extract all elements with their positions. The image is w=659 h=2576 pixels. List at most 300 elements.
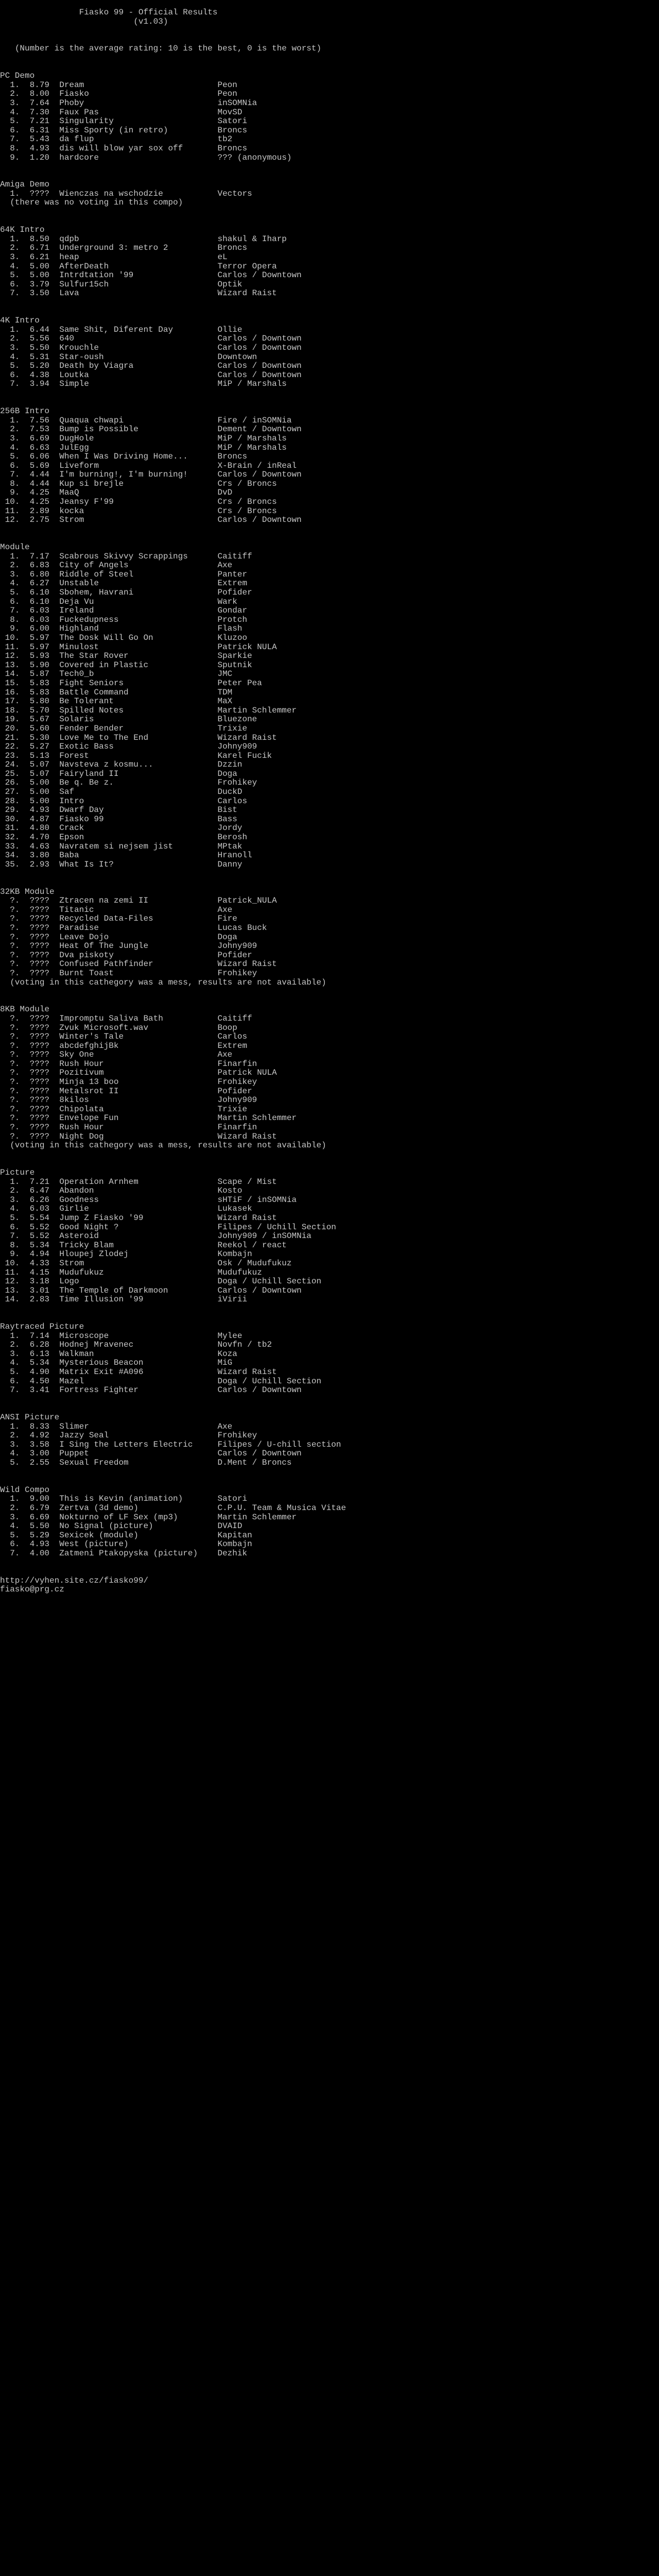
- page-title: Fiasko 99 - Official Results: [79, 8, 218, 17]
- entry-title: Rush Hour: [59, 1123, 218, 1132]
- rank: 2.: [0, 243, 20, 253]
- result-row: [0, 1259, 292, 1268]
- rating: 4.50: [29, 1376, 60, 1386]
- rank: ?.: [0, 1104, 20, 1114]
- entry-author: Wark: [217, 597, 237, 606]
- result-row: [0, 1549, 247, 1558]
- rating: ????: [29, 923, 60, 933]
- rating: ????: [29, 932, 60, 942]
- entry-title: Fairyland II: [59, 769, 218, 778]
- result-row: [0, 470, 302, 479]
- result-row: [0, 796, 247, 806]
- result-row: [0, 823, 242, 833]
- entry-title: Dva piskoty: [59, 950, 218, 960]
- entry-title: I Sing the Letters Electric: [59, 1439, 218, 1449]
- rank: 24.: [0, 760, 20, 770]
- entry-author: Danny: [217, 859, 242, 869]
- entry-author: Extrem: [217, 1041, 248, 1050]
- result-row: [0, 1177, 277, 1187]
- rating-note-pad: [0, 44, 15, 53]
- entry-title: Tricky Blam: [59, 1240, 218, 1250]
- entry-author: Carlos / Downtown: [217, 370, 302, 380]
- result-row: [0, 615, 247, 624]
- entry-title: Heat Of The Jungle: [59, 941, 218, 951]
- entry-title: Logo: [59, 1277, 218, 1286]
- rank: 13.: [0, 660, 20, 670]
- rating: 6.83: [29, 561, 60, 570]
- rank: 22.: [0, 742, 20, 752]
- result-row: [0, 1503, 346, 1513]
- entry-author: Crs / Broncs: [217, 479, 277, 488]
- rating-note: (Number is the average rating: 10 is the best, 0 is the worst): [14, 44, 322, 54]
- rating: 4.33: [29, 1258, 60, 1268]
- rank: 3.: [0, 98, 20, 108]
- rank: 25.: [0, 769, 20, 778]
- rating: 2.55: [29, 1458, 60, 1467]
- entry-title: Recycled Data-Files: [59, 914, 218, 924]
- result-row: [0, 1059, 257, 1069]
- entry-author: Finarfin: [217, 1059, 257, 1069]
- result-row: [0, 1132, 277, 1141]
- result-row: [0, 951, 252, 960]
- entry-author: Axe: [217, 1050, 233, 1060]
- result-row: [0, 243, 247, 252]
- rating: 4.44: [29, 479, 60, 488]
- result-row: [0, 1113, 297, 1123]
- entry-author: Doga / Uchill Section: [217, 1277, 322, 1286]
- compo-sections: [0, 71, 346, 1558]
- entry-author: Filipes / U-chill section: [217, 1439, 341, 1449]
- entry-title: I'm burning!, I'm burning!: [59, 470, 218, 480]
- entry-title: Bump is Possible: [59, 425, 218, 434]
- result-row: [0, 108, 242, 117]
- rank: 1.: [0, 325, 20, 334]
- entry-author: Wizard Raist: [217, 1213, 277, 1223]
- result-row: [0, 1050, 232, 1059]
- rating: 6.63: [29, 443, 60, 452]
- rating: 3.94: [29, 379, 60, 389]
- rank: 9.: [0, 152, 20, 162]
- rank: ?.: [0, 1131, 20, 1141]
- result-row: [0, 379, 287, 388]
- entry-title: Fender Bender: [59, 723, 218, 733]
- rank: 19.: [0, 715, 20, 724]
- entry-author: TDM: [217, 687, 233, 697]
- result-row: [0, 234, 287, 244]
- entry-title: Faux Pas: [59, 107, 218, 117]
- rating: 7.53: [29, 425, 60, 434]
- entry-title: Night Dog: [59, 1131, 218, 1141]
- entry-title: Zertva (3d demo): [59, 1503, 218, 1513]
- rank: 14.: [0, 1295, 20, 1304]
- rank: 6.: [0, 461, 20, 470]
- rating: 6.27: [29, 579, 60, 588]
- rating: 7.17: [29, 551, 60, 561]
- rating: 4.00: [29, 1548, 60, 1558]
- entry-title: Same Shit, Diferent Day: [59, 325, 218, 334]
- rank: 7.: [0, 134, 20, 144]
- result-row: [0, 1105, 247, 1114]
- rank: 2.: [0, 1186, 20, 1196]
- rank: 5.: [0, 452, 20, 462]
- entry-author: Sparkie: [217, 651, 252, 661]
- result-row: [0, 642, 277, 652]
- contact-email-link[interactable]: fiasko@prg.cz: [0, 1585, 64, 1595]
- result-row: [0, 588, 252, 597]
- entry-author: Kosto: [217, 1186, 242, 1196]
- entry-author: MiP / Marshals: [217, 443, 287, 452]
- entry-author: MPtak: [217, 841, 242, 851]
- entry-author: Doga: [217, 932, 237, 942]
- rating: 6.69: [29, 433, 60, 443]
- rank: ?.: [0, 1086, 20, 1096]
- result-row: [0, 769, 237, 778]
- entry-title: Fortress Fighter: [59, 1385, 218, 1395]
- result-row: [0, 933, 237, 942]
- rating: 5.29: [29, 1530, 60, 1540]
- rank: ?.: [0, 941, 20, 951]
- rank: 23.: [0, 751, 20, 760]
- entry-author: DuckD: [217, 787, 242, 797]
- entry-title: Jump Z Fiasko '99: [59, 1213, 218, 1223]
- rating: 4.93: [29, 805, 60, 815]
- result-row: [0, 1340, 272, 1349]
- result-row: [0, 1494, 247, 1503]
- rank: 7.: [0, 289, 20, 298]
- result-row: [0, 1539, 252, 1549]
- rating: 6.10: [29, 597, 60, 606]
- result-row: [0, 89, 237, 98]
- entry-author: Satori: [217, 116, 248, 126]
- rating: 7.14: [29, 1331, 60, 1341]
- result-row: [0, 624, 242, 633]
- rank: 20.: [0, 723, 20, 733]
- result-row: [0, 1186, 242, 1195]
- result-row: [0, 570, 247, 579]
- entry-title: Sexicek (module): [59, 1530, 218, 1540]
- rating: 5.34: [29, 1358, 60, 1368]
- result-row: [0, 262, 277, 271]
- rating: ????: [29, 189, 60, 198]
- rating: ????: [29, 914, 60, 924]
- rating: ????: [29, 1113, 60, 1123]
- result-row: [0, 280, 242, 289]
- result-row: [0, 606, 247, 615]
- rank: 35.: [0, 859, 20, 869]
- rating: 5.00: [29, 261, 60, 271]
- entry-author: Frohikey: [217, 968, 257, 978]
- result-row: [0, 506, 277, 516]
- section-note: (voting in this cathegory was a mess, results are not available): [10, 977, 326, 987]
- rank: 12.: [0, 651, 20, 661]
- result-row: [0, 751, 272, 760]
- rank: 8.: [0, 1240, 20, 1250]
- result-row: [0, 334, 302, 343]
- result-row: [0, 833, 247, 842]
- rating: 5.69: [29, 461, 60, 470]
- result-row: [0, 1195, 297, 1205]
- entry-title: Rush Hour: [59, 1059, 218, 1069]
- rank: 5.: [0, 116, 20, 126]
- rating: 2.93: [29, 859, 60, 869]
- rank: 8.: [0, 615, 20, 624]
- result-row: [0, 370, 302, 380]
- result-row: [0, 733, 277, 742]
- homepage-link[interactable]: http://vyhen.site.cz/fiasko99/: [0, 1575, 149, 1585]
- rank: 31.: [0, 823, 20, 833]
- rank: 1.: [0, 1494, 20, 1504]
- result-row: [0, 1449, 302, 1458]
- rank: 11.: [0, 642, 20, 652]
- entry-title: This is Kevin (animation): [59, 1494, 218, 1504]
- rank: 29.: [0, 805, 20, 815]
- entry-title: Fight Seniors: [59, 678, 218, 688]
- entry-title: da flup: [59, 134, 218, 144]
- entry-title: Forest: [59, 751, 218, 760]
- entry-title: 8kilos: [59, 1095, 218, 1105]
- entry-title: Paradise: [59, 923, 218, 933]
- rank: 16.: [0, 687, 20, 697]
- result-row: [0, 805, 237, 815]
- entry-author: Wizard Raist: [217, 959, 277, 969]
- entry-author: D.Ment / Broncs: [217, 1458, 292, 1467]
- entry-title: Asteroid: [59, 1231, 218, 1241]
- entry-title: The Temple of Darkmoon: [59, 1285, 218, 1295]
- rating: 5.70: [29, 705, 60, 715]
- rank: 1.: [0, 189, 20, 198]
- rating: ????: [29, 968, 60, 978]
- rank: 6.: [0, 279, 20, 289]
- section-title: Amiga Demo: [0, 180, 50, 190]
- rank: 5.: [0, 1213, 20, 1223]
- rank: ?.: [0, 1095, 20, 1105]
- rating: 4.90: [29, 1367, 60, 1377]
- entry-title: Hodnej Mravenec: [59, 1340, 218, 1350]
- rating: ????: [29, 896, 60, 906]
- result-row: [0, 851, 252, 860]
- result-row: [0, 1077, 257, 1087]
- rank: 3.: [0, 1439, 20, 1449]
- rank: ?.: [0, 1077, 20, 1087]
- entry-title: The Star Rover: [59, 651, 218, 661]
- rank: ?.: [0, 914, 20, 924]
- rating: 4.93: [29, 1539, 60, 1549]
- rating: 2.83: [29, 1295, 60, 1304]
- section-title: 4K Intro: [0, 316, 40, 326]
- result-row: [0, 1032, 247, 1041]
- rank: 2.: [0, 1431, 20, 1440]
- rank: 1.: [0, 1331, 20, 1341]
- entry-author: Johny909: [217, 1095, 257, 1105]
- rating: 5.87: [29, 669, 60, 679]
- section-title: 256B Intro: [0, 406, 50, 416]
- rating: ????: [29, 1041, 60, 1050]
- entry-author: Mylee: [217, 1331, 242, 1341]
- rank: 32.: [0, 833, 20, 842]
- entry-author: Wizard Raist: [217, 1131, 277, 1141]
- entry-author: Broncs: [217, 125, 248, 135]
- result-row: [0, 134, 232, 144]
- entry-title: Mysterious Beacon: [59, 1358, 218, 1368]
- rank: 5.: [0, 1367, 20, 1377]
- rating: 5.00: [29, 270, 60, 280]
- entry-title: Strom: [59, 1258, 218, 1268]
- result-row: [0, 660, 252, 670]
- entry-title: qdpb: [59, 234, 218, 244]
- entry-author: Frohikey: [217, 778, 257, 788]
- rank: ?.: [0, 1032, 20, 1042]
- entry-title: kocka: [59, 506, 218, 516]
- rank: 27.: [0, 787, 20, 797]
- rank: 9.: [0, 624, 20, 634]
- rank: 4.: [0, 1358, 20, 1368]
- rating: 4.93: [29, 143, 60, 153]
- rating: 3.00: [29, 1449, 60, 1459]
- entry-author: Satori: [217, 1494, 248, 1504]
- rank: 30.: [0, 814, 20, 824]
- entry-title: Be Tolerant: [59, 697, 218, 706]
- rating: 4.87: [29, 814, 60, 824]
- rank: 2.: [0, 1340, 20, 1350]
- entry-author: Bist: [217, 805, 237, 815]
- rank: ?.: [0, 932, 20, 942]
- version-pad: [0, 17, 133, 26]
- result-row: [0, 579, 247, 588]
- entry-title: Ztracen na zemi II: [59, 896, 218, 906]
- result-row: [0, 1023, 237, 1032]
- rating: 5.13: [29, 751, 60, 760]
- entry-author: Wizard Raist: [217, 289, 277, 298]
- entry-title: DugHole: [59, 433, 218, 443]
- entry-author: Fire / inSOMNia: [217, 415, 292, 425]
- rank: 3.: [0, 1195, 20, 1205]
- entry-author: Protch: [217, 615, 248, 624]
- entry-author: Johny909: [217, 742, 257, 752]
- rating: 5.27: [29, 742, 60, 752]
- entry-title: Crack: [59, 823, 218, 833]
- result-row: [0, 552, 252, 561]
- entry-author: Karel Fucik: [217, 751, 272, 760]
- result-row: [0, 116, 247, 126]
- entry-title: Miss Sporty (in retro): [59, 125, 218, 135]
- rating: 5.31: [29, 352, 60, 362]
- rank: 8.: [0, 479, 20, 488]
- rating: ????: [29, 941, 60, 951]
- entry-author: Dzzin: [217, 760, 242, 770]
- rank: ?.: [0, 1059, 20, 1069]
- result-row: [0, 443, 287, 452]
- entry-author: shakul & Iharp: [217, 234, 287, 244]
- entry-title: 640: [59, 334, 218, 344]
- entry-title: Quaqua chwapi: [59, 415, 218, 425]
- result-row: [0, 98, 257, 108]
- result-row: [0, 742, 257, 751]
- rank: 34.: [0, 851, 20, 860]
- entry-author: Broncs: [217, 243, 248, 253]
- result-row: [0, 561, 232, 570]
- rank: 21.: [0, 733, 20, 742]
- entry-author: Peon: [217, 80, 237, 90]
- rating: 5.90: [29, 660, 60, 670]
- rating: 4.92: [29, 1431, 60, 1440]
- entry-author: Carlos / Downtown: [217, 1449, 302, 1459]
- entry-title: Kup si brejle: [59, 479, 218, 488]
- entry-title: Scabrous Skivvy Scrappings: [59, 551, 218, 561]
- result-row: [0, 679, 262, 688]
- rank: 7.: [0, 470, 20, 480]
- rating: ????: [29, 1068, 60, 1078]
- entry-author: Frohikey: [217, 1077, 257, 1087]
- entry-title: Exotic Bass: [59, 742, 218, 752]
- rating: 7.21: [29, 116, 60, 126]
- entry-title: Lava: [59, 289, 218, 298]
- rank: 8.: [0, 143, 20, 153]
- rating: 4.94: [29, 1249, 60, 1259]
- rating: 5.93: [29, 651, 60, 661]
- entry-title: Solaris: [59, 715, 218, 724]
- rating: 7.56: [29, 415, 60, 425]
- rating: ????: [29, 1123, 60, 1132]
- rank: ?.: [0, 905, 20, 914]
- entry-title: Fiasko: [59, 89, 218, 99]
- entry-author: DvD: [217, 488, 233, 498]
- rank: 10.: [0, 633, 20, 642]
- rank: 3.: [0, 433, 20, 443]
- rank: ?.: [0, 950, 20, 960]
- rank: ?.: [0, 896, 20, 906]
- entry-title: Walkman: [59, 1349, 218, 1359]
- rating: 3.01: [29, 1285, 60, 1295]
- rank: 4.: [0, 1449, 20, 1459]
- result-row: [0, 1422, 232, 1431]
- result-row: [0, 325, 242, 334]
- rating: 1.20: [29, 152, 60, 162]
- entry-title: Zatmeni Ptakopyska (picture): [59, 1548, 218, 1558]
- section-title: Raytraced Picture: [0, 1322, 84, 1332]
- entry-title: Titanic: [59, 905, 218, 914]
- result-row: [0, 1241, 287, 1250]
- result-row: [0, 914, 237, 923]
- rating: 5.97: [29, 642, 60, 652]
- entry-author: Panter: [217, 569, 248, 579]
- result-row: [0, 651, 252, 660]
- entry-title: Loutka: [59, 370, 218, 380]
- entry-title: Fiasko 99: [59, 814, 218, 824]
- entry-title: Simple: [59, 379, 218, 389]
- entry-title: Be q. Be z.: [59, 778, 218, 788]
- rating: ????: [29, 1013, 60, 1023]
- entry-author: Martin Schlemmer: [217, 1113, 297, 1123]
- rank: 5.: [0, 588, 20, 597]
- entry-title: Spilled Notes: [59, 705, 218, 715]
- rating: 4.25: [29, 497, 60, 507]
- rank: 6.: [0, 1222, 20, 1232]
- entry-title: MaaQ: [59, 488, 218, 498]
- rating: 7.30: [29, 107, 60, 117]
- entry-author: Terror Opera: [217, 261, 277, 271]
- rating: ????: [29, 1095, 60, 1105]
- entry-author: MiP / Marshals: [217, 379, 287, 389]
- entry-author: Carlos / Downtown: [217, 334, 302, 344]
- entry-title: Strom: [59, 515, 218, 525]
- entry-author: MaX: [217, 697, 233, 706]
- rating: 5.43: [29, 134, 60, 144]
- entry-title: Riddle of Steel: [59, 569, 218, 579]
- entry-author: Broncs: [217, 452, 248, 462]
- entry-author: Pofider: [217, 588, 252, 597]
- entry-title: Operation Arnhem: [59, 1177, 218, 1187]
- result-row: [0, 1249, 252, 1259]
